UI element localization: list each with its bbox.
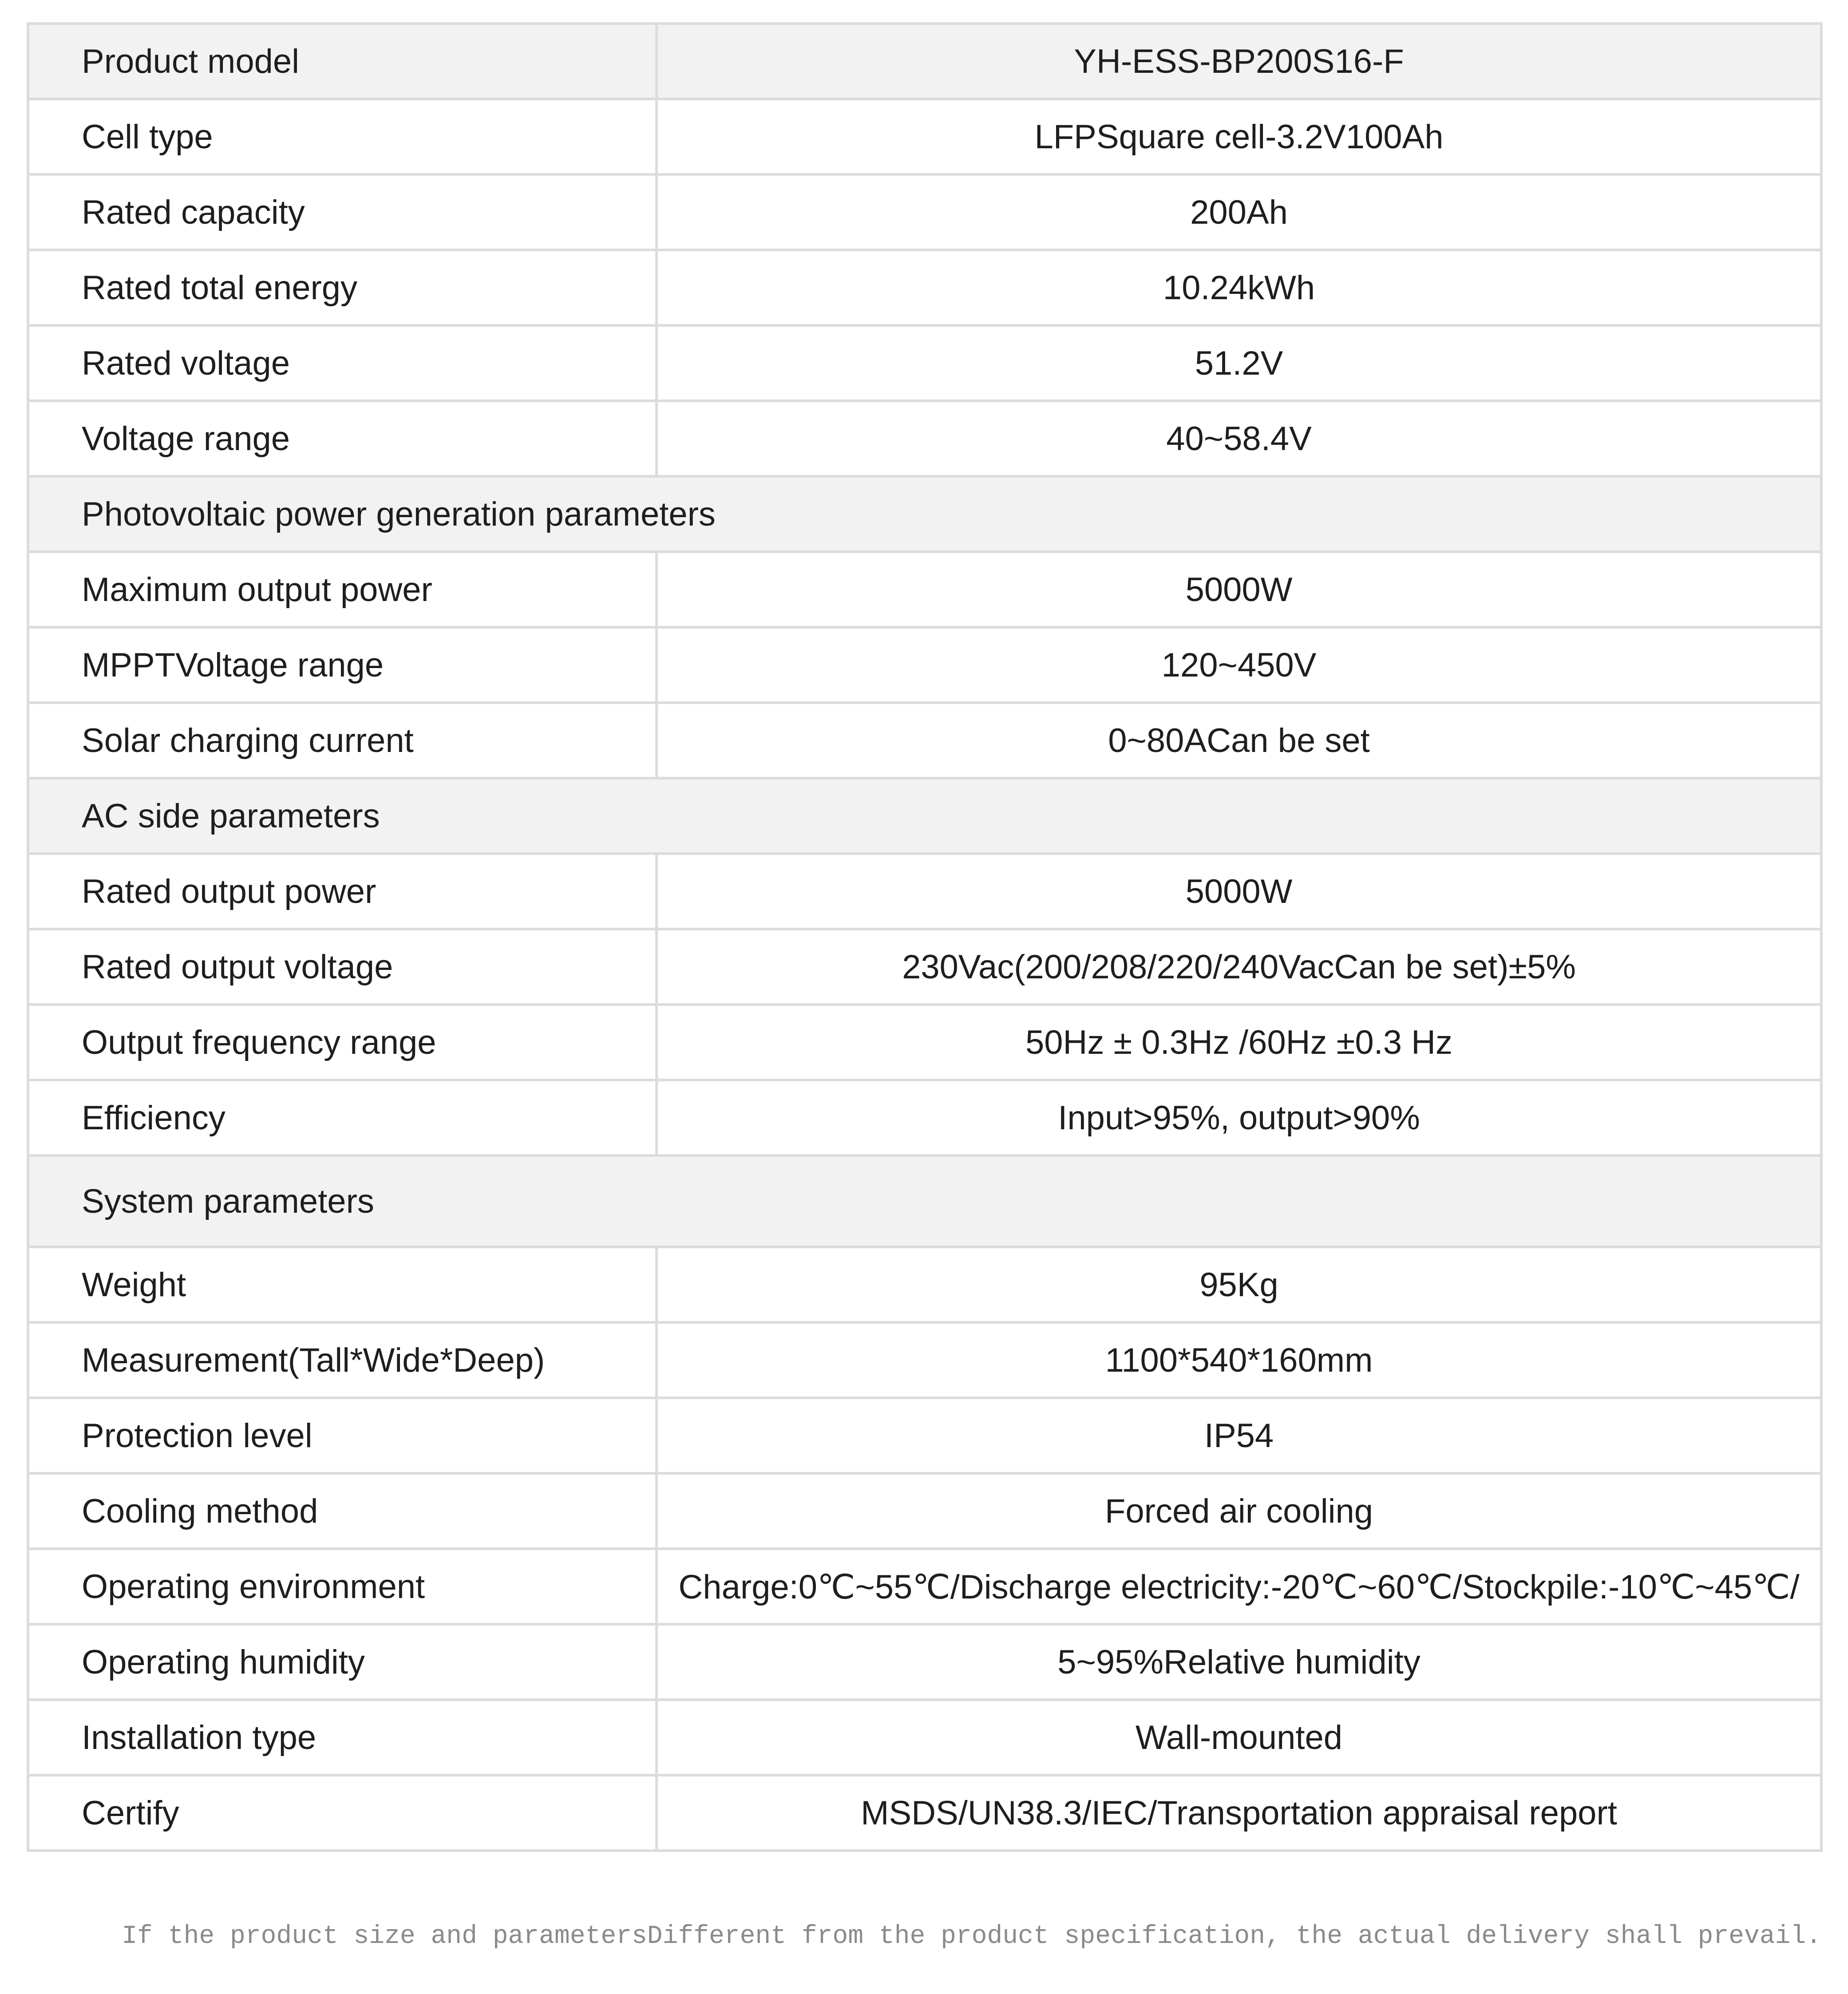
spec-row bbox=[28, 627, 1821, 703]
spec-row bbox=[28, 703, 1821, 778]
spec-label: Rated voltage bbox=[28, 325, 657, 401]
spec-label: Rated capacity bbox=[28, 174, 657, 250]
spec-value: 95Kg bbox=[657, 1247, 1821, 1322]
spec-label: Rated output voltage bbox=[28, 929, 657, 1005]
spec-label: Rated output power bbox=[28, 854, 657, 929]
spec-value: 120~450V bbox=[657, 627, 1821, 703]
spec-value: 5~95%Relative humidity bbox=[657, 1624, 1821, 1700]
spec-row bbox=[28, 552, 1821, 627]
spec-row bbox=[28, 1473, 1821, 1549]
footnote: If the product size and parametersDifferent from the product specification, the actual delivery shall prevail. bbox=[122, 1922, 1821, 1951]
spec-value: 200Ah bbox=[657, 174, 1821, 250]
spec-row bbox=[28, 1398, 1821, 1473]
spec-label: Output frequency range bbox=[28, 1005, 657, 1080]
spec-value: LFPSquare cell-3.2V100Ah bbox=[657, 99, 1821, 174]
spec-table bbox=[27, 22, 1823, 1852]
spec-value: 0~80ACan be set bbox=[657, 703, 1821, 778]
spec-value: 5000W bbox=[657, 552, 1821, 627]
spec-value: 230Vac(200/208/220/240VacCan be set)±5% bbox=[657, 929, 1821, 1005]
spec-value: Forced air cooling bbox=[657, 1473, 1821, 1549]
spec-label: MPPTVoltage range bbox=[28, 627, 657, 703]
spec-label: Voltage range bbox=[28, 401, 657, 476]
spec-value: 5000W bbox=[657, 854, 1821, 929]
spec-value: 51.2V bbox=[657, 325, 1821, 401]
spec-label: Cooling method bbox=[28, 1473, 657, 1549]
spec-row bbox=[28, 1700, 1821, 1775]
spec-label: Rated total energy bbox=[28, 250, 657, 325]
spec-label: Weight bbox=[28, 1247, 657, 1322]
spec-row bbox=[28, 325, 1821, 401]
spec-value: 10.24kWh bbox=[657, 250, 1821, 325]
spec-row bbox=[28, 854, 1821, 929]
spec-row bbox=[28, 99, 1821, 174]
spec-label: Operating environment bbox=[28, 1549, 657, 1624]
spec-row bbox=[28, 1549, 1821, 1624]
spec-value: YH-ESS-BP200S16-F bbox=[657, 24, 1821, 99]
spec-row bbox=[28, 1775, 1821, 1851]
spec-label: Product model bbox=[28, 24, 657, 99]
spec-label: Installation type bbox=[28, 1700, 657, 1775]
spec-label: Efficiency bbox=[28, 1080, 657, 1155]
spec-label: Solar charging current bbox=[28, 703, 657, 778]
spec-row bbox=[28, 174, 1821, 250]
spec-value: 40~58.4V bbox=[657, 401, 1821, 476]
spec-label: Maximum output power bbox=[28, 552, 657, 627]
spec-label: Certify bbox=[28, 1775, 657, 1851]
spec-label: Protection level bbox=[28, 1398, 657, 1473]
spec-value: Charge:0℃~55℃/Discharge electricity:-20℃~60℃/Stockpile:-10℃~45℃/ bbox=[657, 1549, 1821, 1624]
section-title: AC side parameters bbox=[28, 778, 1821, 854]
spec-row bbox=[28, 1080, 1821, 1155]
spec-row bbox=[28, 1247, 1821, 1322]
section-header-row bbox=[28, 1155, 1821, 1247]
spec-row bbox=[28, 1322, 1821, 1398]
spec-table-body bbox=[28, 24, 1821, 1851]
spec-value: 1100*540*160mm bbox=[657, 1322, 1821, 1398]
spec-value: IP54 bbox=[657, 1398, 1821, 1473]
spec-value: MSDS/UN38.3/IEC/Transportation appraisal report bbox=[657, 1775, 1821, 1851]
spec-row bbox=[28, 401, 1821, 476]
spec-label: Cell type bbox=[28, 99, 657, 174]
spec-value: Input>95%, output>90% bbox=[657, 1080, 1821, 1155]
spec-label: Measurement(Tall*Wide*Deep) bbox=[28, 1322, 657, 1398]
spec-row bbox=[28, 929, 1821, 1005]
spec-row bbox=[28, 1624, 1821, 1700]
spec-label: Operating humidity bbox=[28, 1624, 657, 1700]
section-title: Photovoltaic power generation parameters bbox=[28, 476, 1821, 552]
section-header-row bbox=[28, 476, 1821, 552]
spec-row bbox=[28, 24, 1821, 99]
section-header-row bbox=[28, 778, 1821, 854]
spec-row bbox=[28, 250, 1821, 325]
spec-row bbox=[28, 1005, 1821, 1080]
spec-value: 50Hz ± 0.3Hz /60Hz ±0.3 Hz bbox=[657, 1005, 1821, 1080]
section-title: System parameters bbox=[28, 1155, 1821, 1247]
spec-value: Wall-mounted bbox=[657, 1700, 1821, 1775]
